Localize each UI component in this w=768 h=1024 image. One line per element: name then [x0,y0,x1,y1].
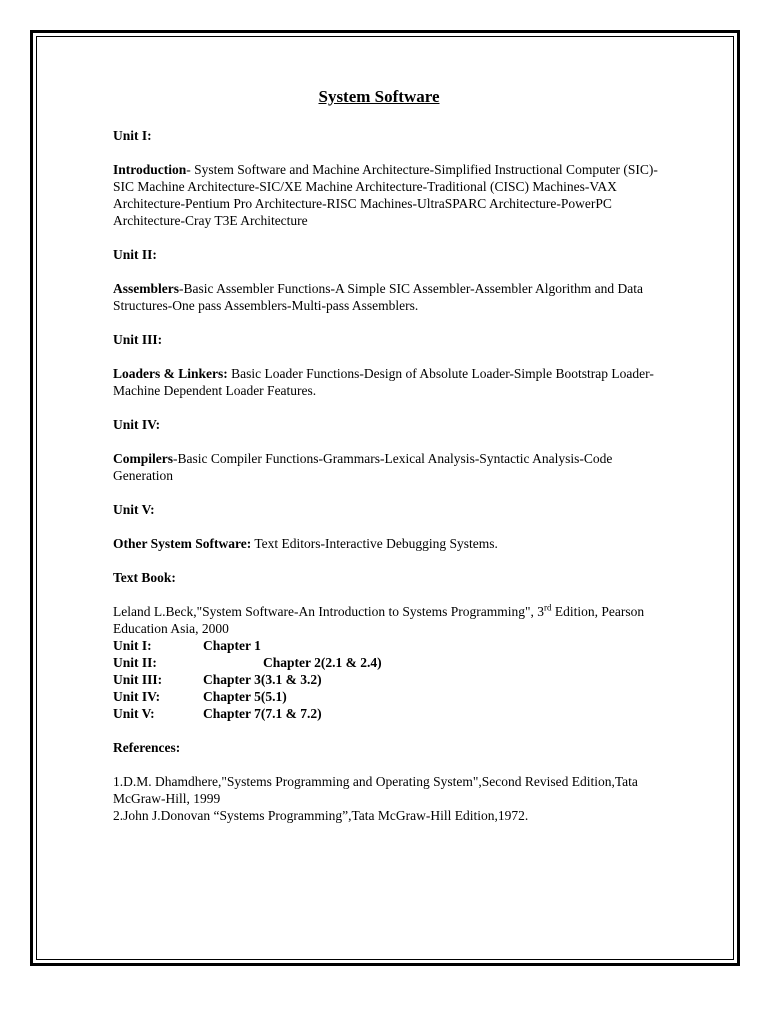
unit-3-body: Basic Loader Functions-Design of Absolute Loader-Simple Bootstrap Loader-Machine Dependent Loader Features. [113,366,654,398]
chapter-row-chapter: Chapter 3(3.1 & 3.2) [203,672,322,687]
chapter-row-unit: Unit I: [113,638,152,653]
textbook-citation: Leland L.Beck,"System Software-An Introduction to Systems Programming", 3rd Edition, Pearson Education Asia, 2000 [113,602,645,636]
chapter-row [113,654,673,671]
reference-item: 2.John J.Donovan “Systems Programming”,Tata McGraw-Hill Edition,1972. [113,808,529,823]
unit-1-heading: Unit I: [113,128,152,143]
chapter-row-chapter: Chapter 7(7.1 & 7.2) [203,706,322,721]
unit-3-description [113,365,673,399]
unit-5-description [113,535,673,552]
chapter-row-unit: Unit III: [113,672,163,687]
unit-5-topic: Other System Software: [113,536,252,551]
unit-1-body: System Software and Machine Architecture-Simplified Instructional Computer (SIC)-SIC Machine Architecture-SIC/XE Machine Architecture-Traditional (CISC) Machines-VAX Architecture-Pentium Pro Architecture-RISC Machines-UltraSPARC Architecture-PowerPC Architecture-Cray T3E Architecture [113,162,658,228]
chapter-row [113,688,673,705]
unit-4-body: Basic Compiler Functions-Grammars-Lexical Analysis-Syntactic Analysis-Code Generation [113,451,613,483]
document-body [113,88,673,824]
unit-2-topic: Assemblers [113,281,179,296]
unit-3-topic: Loaders & Linkers: [113,366,228,381]
chapter-row-chapter: Chapter 2(2.1 & 2.4) [263,655,382,670]
chapter-row [113,637,673,654]
unit-4-topic: Compilers [113,451,173,466]
textbook-heading: Text Book: [113,570,176,585]
chapter-row-unit: Unit II: [113,655,157,670]
unit-2-heading: Unit II: [113,247,157,262]
chapter-row [113,671,673,688]
page-title: System Software [318,87,440,106]
unit-5-body: Text Editors-Interactive Debugging Systems. [254,536,498,551]
unit-4-heading: Unit IV: [113,417,161,432]
chapter-row-unit: Unit V: [113,706,155,721]
unit-5-heading: Unit V: [113,502,155,517]
references-heading: References: [113,740,181,755]
unit-1-description: Introduction- System Software and Machine Architecture-Simplified Instructional Computer (SIC)-SIC Machine Architecture-SIC/XE Machine Architecture-Traditional (CISC) Machines-VAX Architecture-Pentium Pro Architecture-RISC Machines-UltraSPARC Architecture-PowerPC Architecture-Cray T3E Architecture [113,162,658,228]
reference-item: 1.D.M. Dhamdhere,"Systems Programming and Operating System",Second Revised Edition,Tata McGraw-Hill, 1999 [113,774,638,806]
unit-4-description: Compilers-Basic Compiler Functions-Grammars-Lexical Analysis-Syntactic Analysis-Code Generation [113,451,613,483]
unit-3-heading: Unit III: [113,332,163,347]
unit-2-description: Assemblers-Basic Assembler Functions-A Simple SIC Assembler-Assembler Algorithm and Data Structures-One pass Assemblers-Multi-pass Assemblers. [113,281,643,313]
unit-2-body: Basic Assembler Functions-A Simple SIC Assembler-Assembler Algorithm and Data Structures-One pass Assemblers-Multi-pass Assemblers. [113,281,643,313]
chapter-row-unit: Unit IV: [113,689,161,704]
chapter-row [113,705,673,722]
chapter-row-chapter: Chapter 1 [203,638,261,653]
chapter-row-chapter: Chapter 5(5.1) [203,689,287,704]
chapter-table [113,637,673,722]
unit-1-topic: Introduction [113,162,187,177]
